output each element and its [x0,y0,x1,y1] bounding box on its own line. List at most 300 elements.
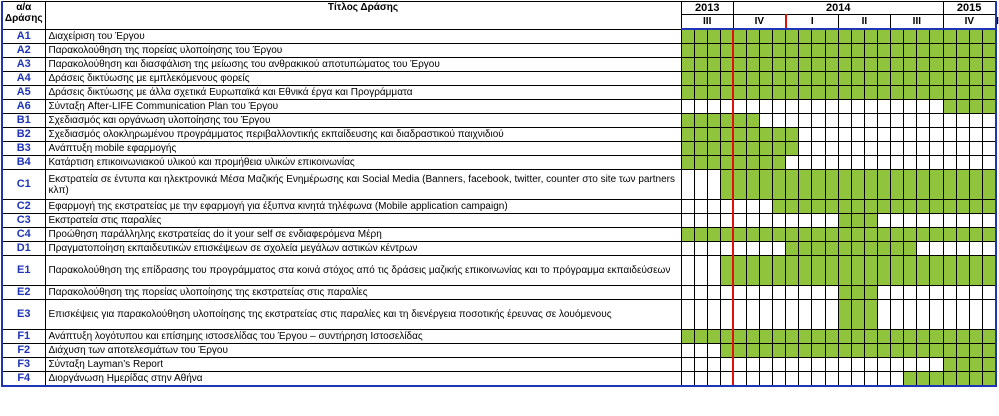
gantt-cell [877,170,890,200]
gantt-cell [838,72,851,86]
gantt-cell [786,29,799,44]
gantt-cell [969,142,982,156]
gantt-cell [733,142,746,156]
gantt-cell [773,300,786,330]
gantt-cell [786,142,799,156]
gantt-cell [694,214,707,228]
gantt-cell [917,58,930,72]
gantt-cell [851,44,864,58]
gantt-cell [799,330,812,344]
gantt-cell [838,358,851,372]
gantt-cell [956,358,969,372]
action-code: B2 [2,128,45,142]
gantt-cell [733,29,746,44]
gantt-cell [943,142,956,156]
gantt-cell [812,114,825,128]
gantt-cell [891,344,904,358]
quarter-header: IV [733,15,785,30]
action-code: A4 [2,72,45,86]
gantt-cell [917,256,930,286]
gantt-cell [877,128,890,142]
gantt-cell [877,242,890,256]
gantt-cell [694,86,707,100]
gantt-cell [681,372,694,387]
action-title: Κατάρτιση επικοινωνιακού υλικού και προμήθεια υλικών επικοινωνίας [45,156,681,170]
quarter-header: I [786,15,838,30]
gantt-cell [891,256,904,286]
gantt-cell [825,372,838,387]
gantt-cell [773,58,786,72]
action-code: E2 [2,286,45,300]
gantt-cell [720,72,733,86]
gantt-cell [799,142,812,156]
gantt-cell [786,214,799,228]
gantt-cell [747,58,760,72]
action-title: Παρακολούθηση της επίδρασης του προγράμματος στα κοινά στόχος από τις δράσεις μαζικής επικοινωνίας και το πρόγραμμα εκπαιδεύσεων [45,256,681,286]
gantt-cell [864,128,877,142]
gantt-cell [720,300,733,330]
gantt-cell [786,344,799,358]
table-row [2,142,996,156]
gantt-cell [681,344,694,358]
gantt-cell [851,330,864,344]
gantt-cell [760,58,773,72]
action-title: Ανάπτυξη mobile εφαρμογής [45,142,681,156]
gantt-cell [956,200,969,214]
gantt-cell [825,256,838,286]
gantt-cell [747,100,760,114]
gantt-cell [720,142,733,156]
gantt-cell [786,58,799,72]
gantt-cell [930,114,943,128]
gantt-cell [747,114,760,128]
gantt-cell [694,128,707,142]
gantt-cell [982,242,995,256]
code-column-header: α/α Δράσης [2,2,45,30]
gantt-cell [943,200,956,214]
gantt-cell [930,330,943,344]
gantt-cell [838,170,851,200]
gantt-cell [720,344,733,358]
gantt-cell [851,358,864,372]
gantt-cell [760,300,773,330]
gantt-cell [707,214,720,228]
table-row [2,200,996,214]
action-title: Δράσεις δικτύωσης με εμπλεκόμενους φορείς [45,72,681,86]
gantt-cell [720,114,733,128]
gantt-cell [694,156,707,170]
gantt-cell [930,72,943,86]
gantt-cell [760,228,773,242]
gantt-cell [760,142,773,156]
gantt-cell [773,142,786,156]
gantt-cell [982,358,995,372]
gantt-cell [786,358,799,372]
gantt-table: α/α Δράσης Τίτλος Δράσης 2013 2014 2015 III IV I II III IV I A1 Διαχείριση του Έργου A2 Παρακολούθηση της πορείας υλοποίησης του Έργου A3 Παρακολούθηση και διασφάλιση της μείωσης του ανθρακικού αποτυπώματος του Έργου A4 Δράσεις δικτύωσης με εμπλεκόμενους φορείς A5 Δράσεις δικτύωσης με άλλα σχετικά Ευρωπαϊκά και Εθνικά έργα και Προγράμματα A6 Σύνταξη After-LIFE Communication Plan του Έργου B1 Σχεδιασμός και οργάνωση υλοποίησης του Έργου B2 Σχεδιασμός ολοκληρωμένου προγράμματος περιβαλλοντικής εκπαίδευσης και διαδραστικού παιχνιδιού B3 Ανάπτυξη mobile εφαρμογής B4 Κατάρτιση επικοινωνιακού υλικού και προμήθεια υλικών επικοινωνίας C1 Εκστρατεία σε έντυπα και ηλεκτρονικά Μέσα Μαζικής Ενημέρωσης και Social Media (Banners, facebook, twitter, counter στο site των partners κλπ) C2 Εφαρμογή της εκστρατείας με την εφαρμογή για έξυπνα κινητά τηλέφωνα (Mobile application campaign) C3 Εκστρατεία στις παραλίες C4 Προώθηση παράλληλης εκστρατείας do it your self σε ενδιαφερόμενα Μέρη D1 Πραγματοποίηση εκπαιδευτικών επισκέψεων σε σχολεία μεγάλων αστικών κέντρων E1 Παρακολούθηση της επίδρασης του προγράμματος στα κοινά στόχος από τις δράσεις μαζικής επικοινωνίας και το πρόγραμμα εκπαιδεύσεων E2 Παρακολούθηση της πορείας υλοποίησης της εκστρατείας στις παραλίες E3 Επισκέψεις για παρακολούθηση υλοποίησης της εκστρατείας στις παραλίες και τη διενέργεια ποσοτικής έρευνας σε λουόμενους F1 Ανάπτυξη λογότυπου και επίσημης ιστοσελίδας του Έργου – συντήρηση Ιστοσελίδας F2 Διάχυση των αποτελεσμάτων του Έργου F3 Σύνταξη Layman’s Report F4 Διοργάνωση Ημερίδας στην Αθήνα [1,1,997,387]
gantt-cell [747,286,760,300]
gantt-cell [891,242,904,256]
gantt-cell [943,214,956,228]
gantt-cell [694,29,707,44]
gantt-cell [773,100,786,114]
gantt-cell [851,242,864,256]
gantt-cell [773,228,786,242]
gantt-cell [982,200,995,214]
table-row [2,72,996,86]
quarter-header: II [838,15,890,30]
gantt-cell [799,286,812,300]
gantt-cell [904,114,917,128]
gantt-cell [838,372,851,387]
action-title: Εκστρατεία σε έντυπα και ηλεκτρονικά Μέσα Μαζικής Ενημέρωσης και Social Media (Banners, facebook, twitter, counter στο site των partners κλπ) [45,170,681,200]
gantt-cell [825,330,838,344]
gantt-cell [877,156,890,170]
gantt-cell [904,29,917,44]
table-row [2,170,996,200]
gantt-cell [773,214,786,228]
gantt-cell [799,44,812,58]
quarter-header: IV [943,15,995,30]
year-header: 2013 [681,2,733,15]
gantt-cell [812,256,825,286]
gantt-cell [851,72,864,86]
gantt-cell [720,200,733,214]
action-title: Εφαρμογή της εκστρατείας με την εφαρμογή για έξυπνα κινητά τηλέφωνα (Mobile application campaign) [45,200,681,214]
action-code: F3 [2,358,45,372]
action-code: B3 [2,142,45,156]
gantt-cell [825,214,838,228]
gantt-cell [825,286,838,300]
gantt-cell [969,330,982,344]
gantt-cell [851,256,864,286]
gantt-cell [681,58,694,72]
gantt-cell [904,344,917,358]
gantt-cell [760,286,773,300]
gantt-cell [930,256,943,286]
gantt-cell [891,200,904,214]
action-title: Επισκέψεις για παρακολούθηση υλοποίησης της εκστρατείας στις παραλίες και τη διενέργεια ποσοτικής έρευνας σε λουόμενους [45,300,681,330]
gantt-cell [747,29,760,44]
gantt-cell [773,156,786,170]
gantt-cell [825,156,838,170]
gantt-cell [694,228,707,242]
gantt-cell [799,128,812,142]
gantt-cell [838,228,851,242]
gantt-cell [982,330,995,344]
gantt-cell [851,86,864,100]
gantt-cell [930,156,943,170]
gantt-cell [786,170,799,200]
gantt-cell [799,200,812,214]
gantt-cell [864,156,877,170]
gantt-cell [812,242,825,256]
gantt-cell [825,44,838,58]
gantt-cell [720,44,733,58]
gantt-cell [851,228,864,242]
gantt-cell [694,344,707,358]
action-title: Προώθηση παράλληλης εκστρατείας do it your self σε ενδιαφερόμενα Μέρη [45,228,681,242]
gantt-cell [943,344,956,358]
action-title: Πραγματοποίηση εκπαιδευτικών επισκέψεων σε σχολεία μεγάλων αστικών κέντρων [45,242,681,256]
gantt-cell [812,372,825,387]
gantt-cell [733,228,746,242]
gantt-cell [825,100,838,114]
action-code: B1 [2,114,45,128]
gantt-cell [891,214,904,228]
gantt-cell [917,29,930,44]
gantt-cell [943,114,956,128]
gantt-cell [982,344,995,358]
gantt-cell [681,358,694,372]
gantt-cell [891,29,904,44]
gantt-cell [799,214,812,228]
gantt-cell [786,156,799,170]
gantt-cell [877,44,890,58]
table-row [2,330,996,344]
gantt-cell [982,214,995,228]
gantt-cell [720,228,733,242]
gantt-cell [956,372,969,387]
gantt-cell [930,142,943,156]
gantt-cell [982,29,995,44]
gantt-cell [930,372,943,387]
gantt-cell [917,86,930,100]
gantt-cell [969,44,982,58]
gantt-cell [720,156,733,170]
gantt-cell [982,86,995,100]
gantt-cell [707,242,720,256]
gantt-cell [864,358,877,372]
gantt-cell [681,142,694,156]
gantt-cell [851,200,864,214]
gantt-cell [681,170,694,200]
gantt-cell [681,100,694,114]
gantt-cell [799,256,812,286]
gantt-cell [943,242,956,256]
gantt-cell [681,256,694,286]
gantt-cell [956,330,969,344]
gantt-cell [694,72,707,86]
gantt-cell [982,170,995,200]
gantt-cell [917,156,930,170]
gantt-cell [838,286,851,300]
gantt-cell [694,142,707,156]
gantt-cell [760,214,773,228]
gantt-cell [707,228,720,242]
gantt-cell [707,29,720,44]
gantt-cell [877,86,890,100]
gantt-cell [904,44,917,58]
action-code: A5 [2,86,45,100]
gantt-cell [694,256,707,286]
gantt-cell [733,214,746,228]
gantt-cell [786,256,799,286]
gantt-cell [943,156,956,170]
quarter-header: III [681,15,733,30]
gantt-cell [851,300,864,330]
gantt-cell [707,142,720,156]
gantt-cell [956,29,969,44]
gantt-cell [851,29,864,44]
gantt-cell [864,86,877,100]
gantt-cell [838,300,851,330]
gantt-cell [904,86,917,100]
gantt-cell [825,242,838,256]
gantt-cell [720,372,733,387]
gantt-cell [891,86,904,100]
gantt-cell [799,300,812,330]
gantt-cell [786,128,799,142]
gantt-cell [904,170,917,200]
gantt-cell [760,114,773,128]
gantt-cell [747,44,760,58]
gantt-cell [851,372,864,387]
gantt-cell [982,44,995,58]
gantt-cell [812,72,825,86]
gantt-cell [838,86,851,100]
gantt-cell [904,242,917,256]
gantt-cell [760,156,773,170]
gantt-cell [956,286,969,300]
gantt-cell [838,256,851,286]
gantt-cell [930,228,943,242]
gantt-cell [851,214,864,228]
gantt-cell [720,170,733,200]
gantt-cell [799,228,812,242]
gantt-cell [799,114,812,128]
gantt-cell [851,128,864,142]
gantt-cell [812,142,825,156]
gantt-cell [760,128,773,142]
gantt-cell [943,29,956,44]
gantt-cell [799,100,812,114]
gantt-cell [681,300,694,330]
gantt-cell [943,372,956,387]
gantt-cell [956,170,969,200]
gantt-cell [720,242,733,256]
gantt-cell [812,170,825,200]
action-code: A6 [2,100,45,114]
gantt-cell [825,128,838,142]
gantt-cell [707,128,720,142]
table-row [2,58,996,72]
gantt-cell [825,358,838,372]
action-code: F2 [2,344,45,358]
gantt-cell [825,86,838,100]
gantt-cell [799,344,812,358]
gantt-cell [930,286,943,300]
gantt-cell [707,114,720,128]
gantt-cell [681,330,694,344]
gantt-cell [877,200,890,214]
gantt-cell [786,242,799,256]
gantt-cell [864,170,877,200]
gantt-cell [917,242,930,256]
gantt-cell [877,58,890,72]
gantt-cell [891,300,904,330]
gantt-cell [747,200,760,214]
gantt-cell [733,242,746,256]
gantt-cell [956,214,969,228]
gantt-cell [864,256,877,286]
gantt-cell [786,86,799,100]
gantt-cell [760,44,773,58]
gantt-cell [956,100,969,114]
gantt-cell [720,100,733,114]
gantt-cell [773,200,786,214]
gantt-cell [969,72,982,86]
gantt-cell [982,72,995,86]
gantt-cell [773,344,786,358]
gantt-cell [904,156,917,170]
gantt-cell [760,200,773,214]
gantt-cell [930,58,943,72]
gantt-cell [904,72,917,86]
gantt-cell [917,114,930,128]
gantt-cell [799,29,812,44]
gantt-cell [786,286,799,300]
gantt-cell [681,44,694,58]
gantt-cell [891,228,904,242]
gantt-cell [681,228,694,242]
gantt-cell [864,214,877,228]
gantt-cell [812,44,825,58]
gantt-cell [733,100,746,114]
gantt-cell [851,114,864,128]
gantt-cell [904,142,917,156]
gantt-cell [720,214,733,228]
gantt-cell [681,214,694,228]
gantt-cell [891,156,904,170]
gantt-cell [825,142,838,156]
action-code: D1 [2,242,45,256]
gantt-cell [825,72,838,86]
gantt-cell [864,114,877,128]
gantt-cell [720,286,733,300]
action-title: Σύνταξη Layman’s Report [45,358,681,372]
gantt-cell [956,114,969,128]
year-header: 2014 [733,2,943,15]
gantt-cell [930,358,943,372]
gantt-cell [943,228,956,242]
gantt-cell [760,170,773,200]
gantt-cell [773,44,786,58]
gantt-cell [773,242,786,256]
table-row [2,100,996,114]
gantt-cell [681,29,694,44]
gantt-cell [707,58,720,72]
gantt-cell [877,214,890,228]
gantt-cell [799,358,812,372]
gantt-cell [891,58,904,72]
gantt-cell [917,44,930,58]
gantt-cell [982,372,995,387]
action-title: Διαχείριση του Έργου [45,29,681,44]
gantt-cell [720,358,733,372]
gantt-cell [864,200,877,214]
gantt-cell [891,142,904,156]
table-row [2,156,996,170]
gantt-cell [760,344,773,358]
gantt-cell [825,344,838,358]
gantt-cell [943,100,956,114]
gantt-cell [956,156,969,170]
gantt-cell [773,330,786,344]
gantt-cell [825,200,838,214]
gantt-cell [969,200,982,214]
gantt-cell [786,72,799,86]
gantt-cell [707,86,720,100]
